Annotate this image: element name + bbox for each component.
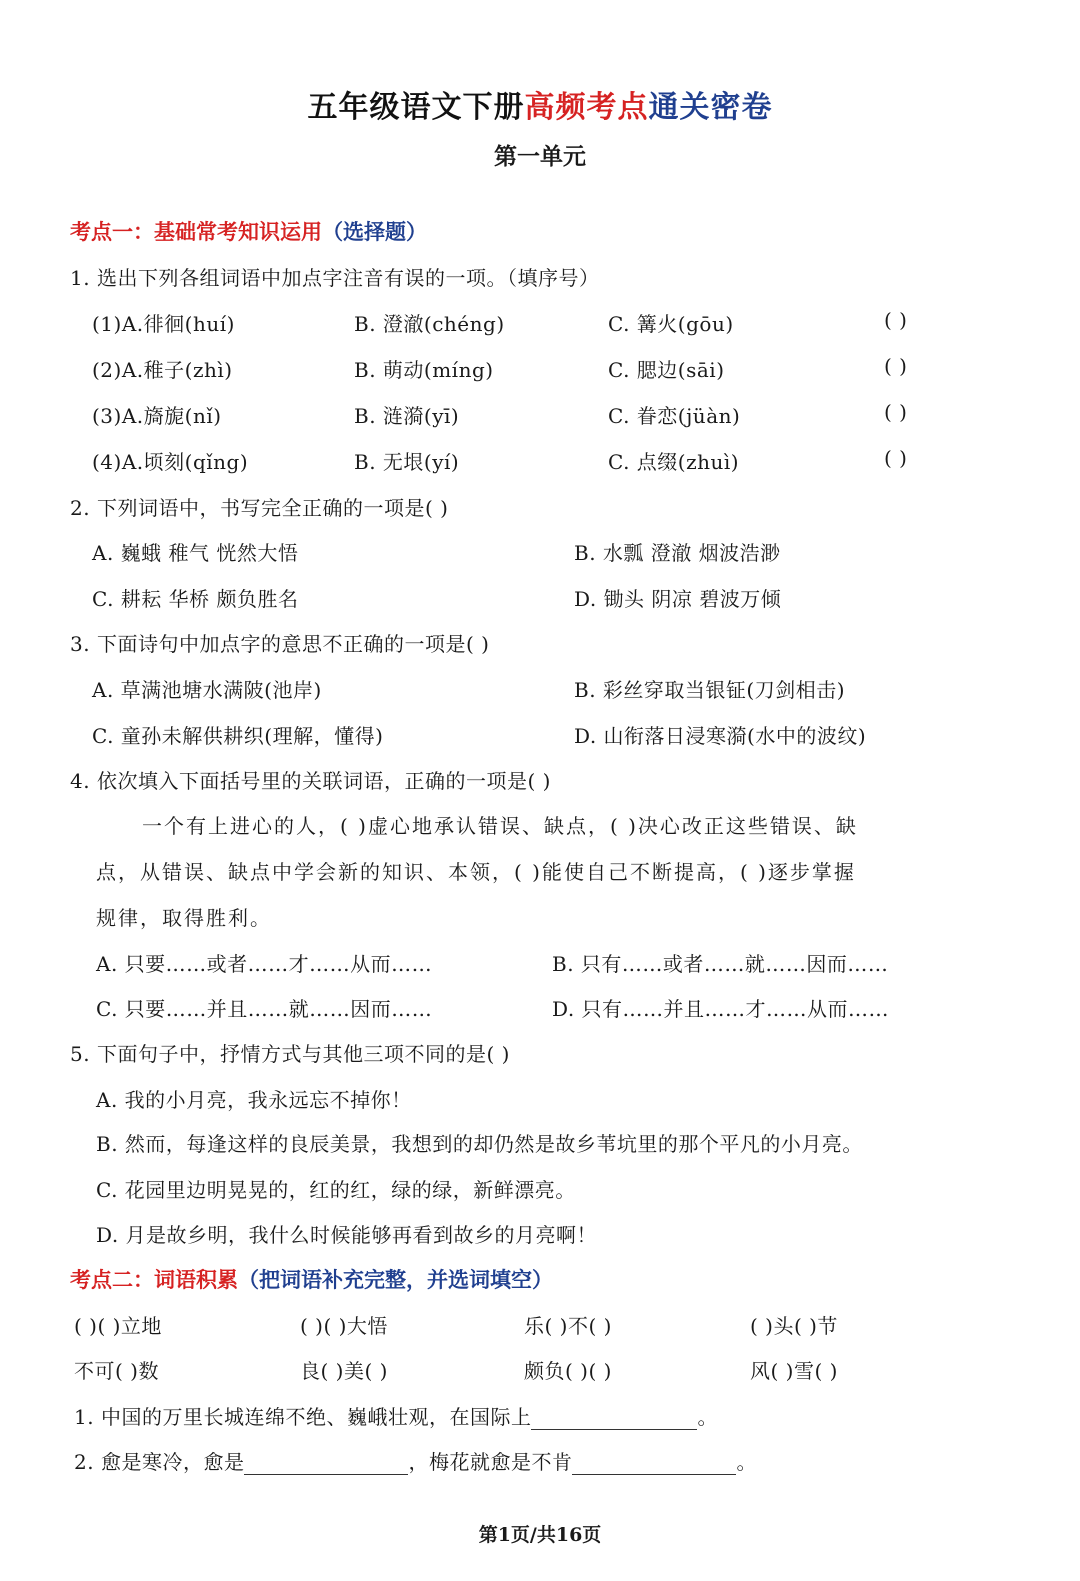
fill-2-blank-1[interactable] bbox=[244, 1452, 408, 1475]
q1-row-3-b: B. 涟漪(yī) bbox=[354, 404, 460, 428]
q1-row-num: (1)A. bbox=[92, 312, 144, 336]
q1-a-word: 顷刻 bbox=[143, 450, 185, 474]
section-2-note: （把词语补充完整，并选词填空） bbox=[238, 1268, 553, 1292]
fill-2-text-a: 2. 愈是寒冷，愈是 bbox=[74, 1450, 245, 1474]
idiom-blank[interactable]: 乐( )不( ) bbox=[524, 1314, 612, 1338]
q4-passage-line-2: 点，从错误、缺点中学会新的知识、本领，( )能使自己不断提高，( )逐步掌握 bbox=[96, 860, 856, 884]
q2-option-d: D. 锄头 阴凉 碧波万倾 bbox=[574, 587, 782, 611]
question-4-stem: 4. 依次填入下面括号里的关联词语，正确的一项是( ) bbox=[70, 769, 551, 793]
q1-row-1-b: B. 澄澈(chéng) bbox=[354, 312, 505, 336]
fill-1-blank[interactable] bbox=[531, 1407, 697, 1430]
q1-a-word: 旖旎 bbox=[143, 404, 185, 428]
fill-2-end: 。 bbox=[736, 1450, 757, 1474]
question-3-stem: 3. 下面诗句中加点字的意思不正确的一项是( ) bbox=[70, 632, 490, 656]
idiom-blank[interactable]: 不可( )数 bbox=[74, 1359, 159, 1383]
q1-row-4-a bbox=[92, 446, 248, 475]
question-1-stem: 1. 选出下列各组词语中加点字注音有误的一项。（填序号） bbox=[70, 266, 600, 290]
q5-option-b: B. 然而，每逢这样的良辰美景，我想到的却仍然是故乡苇坑里的那个平凡的小月亮。 bbox=[96, 1132, 863, 1156]
question-5-stem: 5. 下面句子中，抒情方式与其他三项不同的是( ) bbox=[70, 1042, 510, 1066]
fill-2-text-b: ，梅花就愈是不肯 bbox=[408, 1450, 573, 1474]
q1-a-word: 徘徊 bbox=[143, 312, 185, 336]
q1-row-1-c: C. 篝火(gōu) bbox=[608, 312, 734, 336]
q1-a-pinyin: (zhì) bbox=[184, 358, 233, 382]
q2-option-c: C. 耕耘 华桥 颇负胜名 bbox=[92, 587, 299, 611]
idiom-blank[interactable]: ( )( )立地 bbox=[74, 1314, 162, 1338]
answer-paren[interactable]: ( ) bbox=[884, 354, 908, 378]
idiom-blank[interactable]: ( )头( )节 bbox=[750, 1314, 838, 1338]
q3-option-c: C. 童孙未解供耕织(理解，懂得) bbox=[92, 724, 384, 748]
idiom-blank[interactable]: 风( )雪( ) bbox=[750, 1359, 838, 1383]
q4-option-c: C. 只要……并且……就……因而…… bbox=[96, 997, 433, 1021]
q4-passage-line-1: 一个有上进心的人，( )虚心地承认错误、缺点，( )决心改正这些错误、缺 bbox=[142, 814, 858, 838]
q1-row-4-c: C. 点缀(zhuì) bbox=[608, 450, 740, 474]
q1-row-num: (3)A. bbox=[92, 404, 144, 428]
fill-sentence-1 bbox=[74, 1401, 718, 1430]
fill-1-text: 1. 中国的万里长城连绵不绝、巍峨壮观，在国际上 bbox=[74, 1405, 532, 1429]
section-2-label: 考点二：词语积累 bbox=[70, 1268, 238, 1292]
section-1-heading bbox=[70, 216, 427, 246]
q5-option-d: D. 月是故乡明，我什么时候能够再看到故乡的月亮啊！ bbox=[96, 1223, 598, 1247]
title-part-2: 高频考点 bbox=[524, 90, 649, 125]
q1-row-2-c: C. 腮边(sāi) bbox=[608, 358, 725, 382]
idiom-blank[interactable]: 颇负( )( ) bbox=[524, 1359, 612, 1383]
title-part-3: 通关密卷 bbox=[648, 90, 773, 125]
idiom-blank[interactable]: ( )( )大悟 bbox=[300, 1314, 388, 1338]
q1-row-3-c: C. 眷恋(jüàn) bbox=[608, 404, 741, 428]
q4-option-a: A. 只要……或者……才……从而…… bbox=[96, 952, 433, 976]
q1-row-num: (4)A. bbox=[92, 450, 144, 474]
q5-option-c: C. 花园里边明晃晃的，红的红，绿的绿，新鲜漂亮。 bbox=[96, 1178, 576, 1202]
q3-option-b: B. 彩丝穿取当银钲(刀剑相击) bbox=[574, 678, 846, 702]
q4-option-b: B. 只有……或者……就……因而…… bbox=[552, 952, 889, 976]
page-number: 第1页/共16页 bbox=[478, 1524, 602, 1546]
q1-a-pinyin: (nǐ) bbox=[184, 404, 222, 428]
fill-sentence-2 bbox=[74, 1446, 757, 1475]
q1-a-word: 稚子 bbox=[143, 358, 185, 382]
q3-option-d: D. 山衔落日浸寒漪(水中的波纹) bbox=[574, 724, 867, 748]
fill-2-blank-2[interactable] bbox=[572, 1452, 736, 1475]
q3-option-a: A. 草满池塘水满陂(池岸) bbox=[92, 678, 322, 702]
q1-row-4-b: B. 无垠(yí) bbox=[354, 450, 460, 474]
q1-row-num: (2)A. bbox=[92, 358, 144, 382]
section-2-heading bbox=[70, 1264, 553, 1294]
q1-a-pinyin: (qǐng) bbox=[184, 450, 249, 474]
page-title bbox=[0, 82, 1080, 126]
q1-row-3-a bbox=[92, 400, 222, 429]
answer-paren[interactable]: ( ) bbox=[884, 308, 908, 332]
q2-option-b: B. 水瓢 澄澈 烟波浩渺 bbox=[574, 541, 781, 565]
q1-row-2-b: B. 萌动(míng) bbox=[354, 358, 494, 382]
fill-1-end: 。 bbox=[697, 1405, 718, 1429]
title-part-1: 五年级语文下册 bbox=[307, 90, 525, 125]
q4-option-d: D. 只有……并且……才……从而…… bbox=[552, 997, 890, 1021]
section-1-label: 考点一：基础常考知识运用 bbox=[70, 220, 322, 244]
answer-paren[interactable]: ( ) bbox=[884, 400, 908, 424]
q2-option-a: A. 巍蛾 稚气 恍然大悟 bbox=[92, 541, 299, 565]
section-1-note: （选择题） bbox=[322, 220, 427, 244]
q1-a-pinyin: (huí) bbox=[184, 312, 235, 336]
q5-option-a: A. 我的小月亮，我永远忘不掉你！ bbox=[96, 1088, 412, 1112]
q1-row-1-a bbox=[92, 308, 235, 337]
question-2-stem: 2. 下列词语中，书写完全正确的一项是( ) bbox=[70, 496, 449, 520]
answer-paren[interactable]: ( ) bbox=[884, 446, 908, 470]
q1-row-2-a bbox=[92, 354, 233, 383]
page-subtitle: 第一单元 bbox=[494, 144, 586, 170]
idiom-blank[interactable]: 良( )美( ) bbox=[300, 1359, 388, 1383]
q4-passage-line-3: 规律，取得胜利。 bbox=[96, 906, 272, 930]
